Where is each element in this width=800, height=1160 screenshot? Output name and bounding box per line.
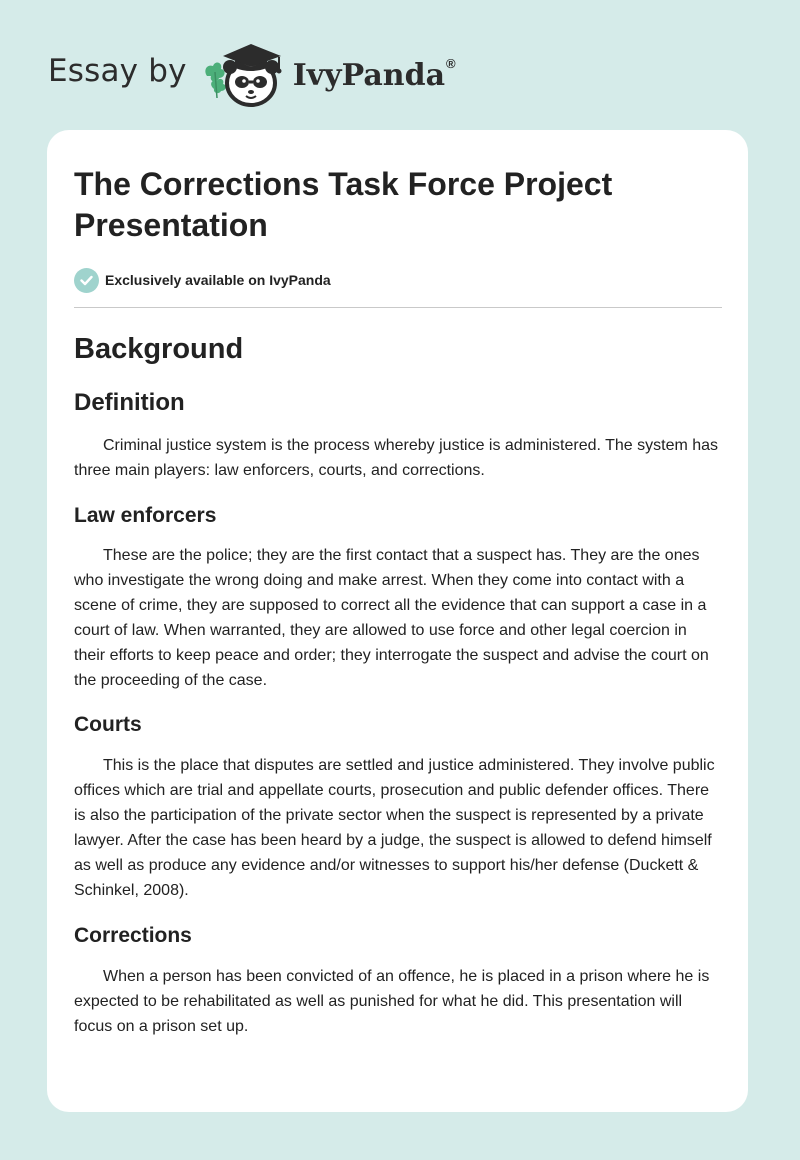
section-heading-background: Background <box>74 333 244 365</box>
ivy-leaf-icon <box>205 62 226 98</box>
paragraph-definition: Criminal justice system is the process whereby justice is administered. The system has three main players: law enforcers, courts, and corrections. <box>74 437 719 479</box>
heading-courts: Courts <box>74 713 142 736</box>
essay-by-label: Essay by <box>48 53 187 89</box>
brand-name[interactable]: IvyPanda® <box>292 55 456 93</box>
badge-label: Exclusively available on IvyPanda <box>105 272 331 288</box>
title-divider <box>74 307 722 308</box>
essay-card <box>47 130 748 1112</box>
paragraph-courts: This is the place that disputes are settled and justice administered. They involve public offices which are trial and appellate courts, prosecution and public defender offices. There is also the participation of the private sector when the suspect is represented by a private lawyer. After the case has been heard by a judge, the suspect is allowed to defend himself as well as produce any evidence and/or witnesses to support his/her defense (Duckett & Schinkel, 2008). <box>74 757 715 899</box>
subsection-heading-definition: Definition <box>74 389 185 416</box>
panda-graduate-icon[interactable] <box>201 36 287 112</box>
heading-law-enforcers: Law enforcers <box>74 504 217 527</box>
registered-mark: ® <box>446 55 456 71</box>
paragraph-law-enforcers: These are the police; they are the first contact that a suspect has. They are the ones who investigate the wrong doing and make arrest. When they come into contact with a scene of crime, they are supposed to correct all the evidence that can support a case in a court of law. When warranted, they are allowed to use force and other legal coercion in their efforts to keep peace and order; they interrogate the suspect and advise the court on the proceeding of the case. <box>74 547 709 689</box>
page-title: The Corrections Task Force Project Presentation <box>74 166 613 243</box>
essay-content <box>74 164 722 1039</box>
check-icon <box>74 268 99 293</box>
heading-corrections: Corrections <box>74 924 192 947</box>
exclusive-badge <box>74 267 722 293</box>
paragraph-corrections: When a person has been convicted of an offence, he is placed in a prison where he is expected to be rehabilitated as well as punished for what he did. This presentation will focus on a prison set up. <box>74 968 710 1035</box>
site-header <box>48 34 456 114</box>
